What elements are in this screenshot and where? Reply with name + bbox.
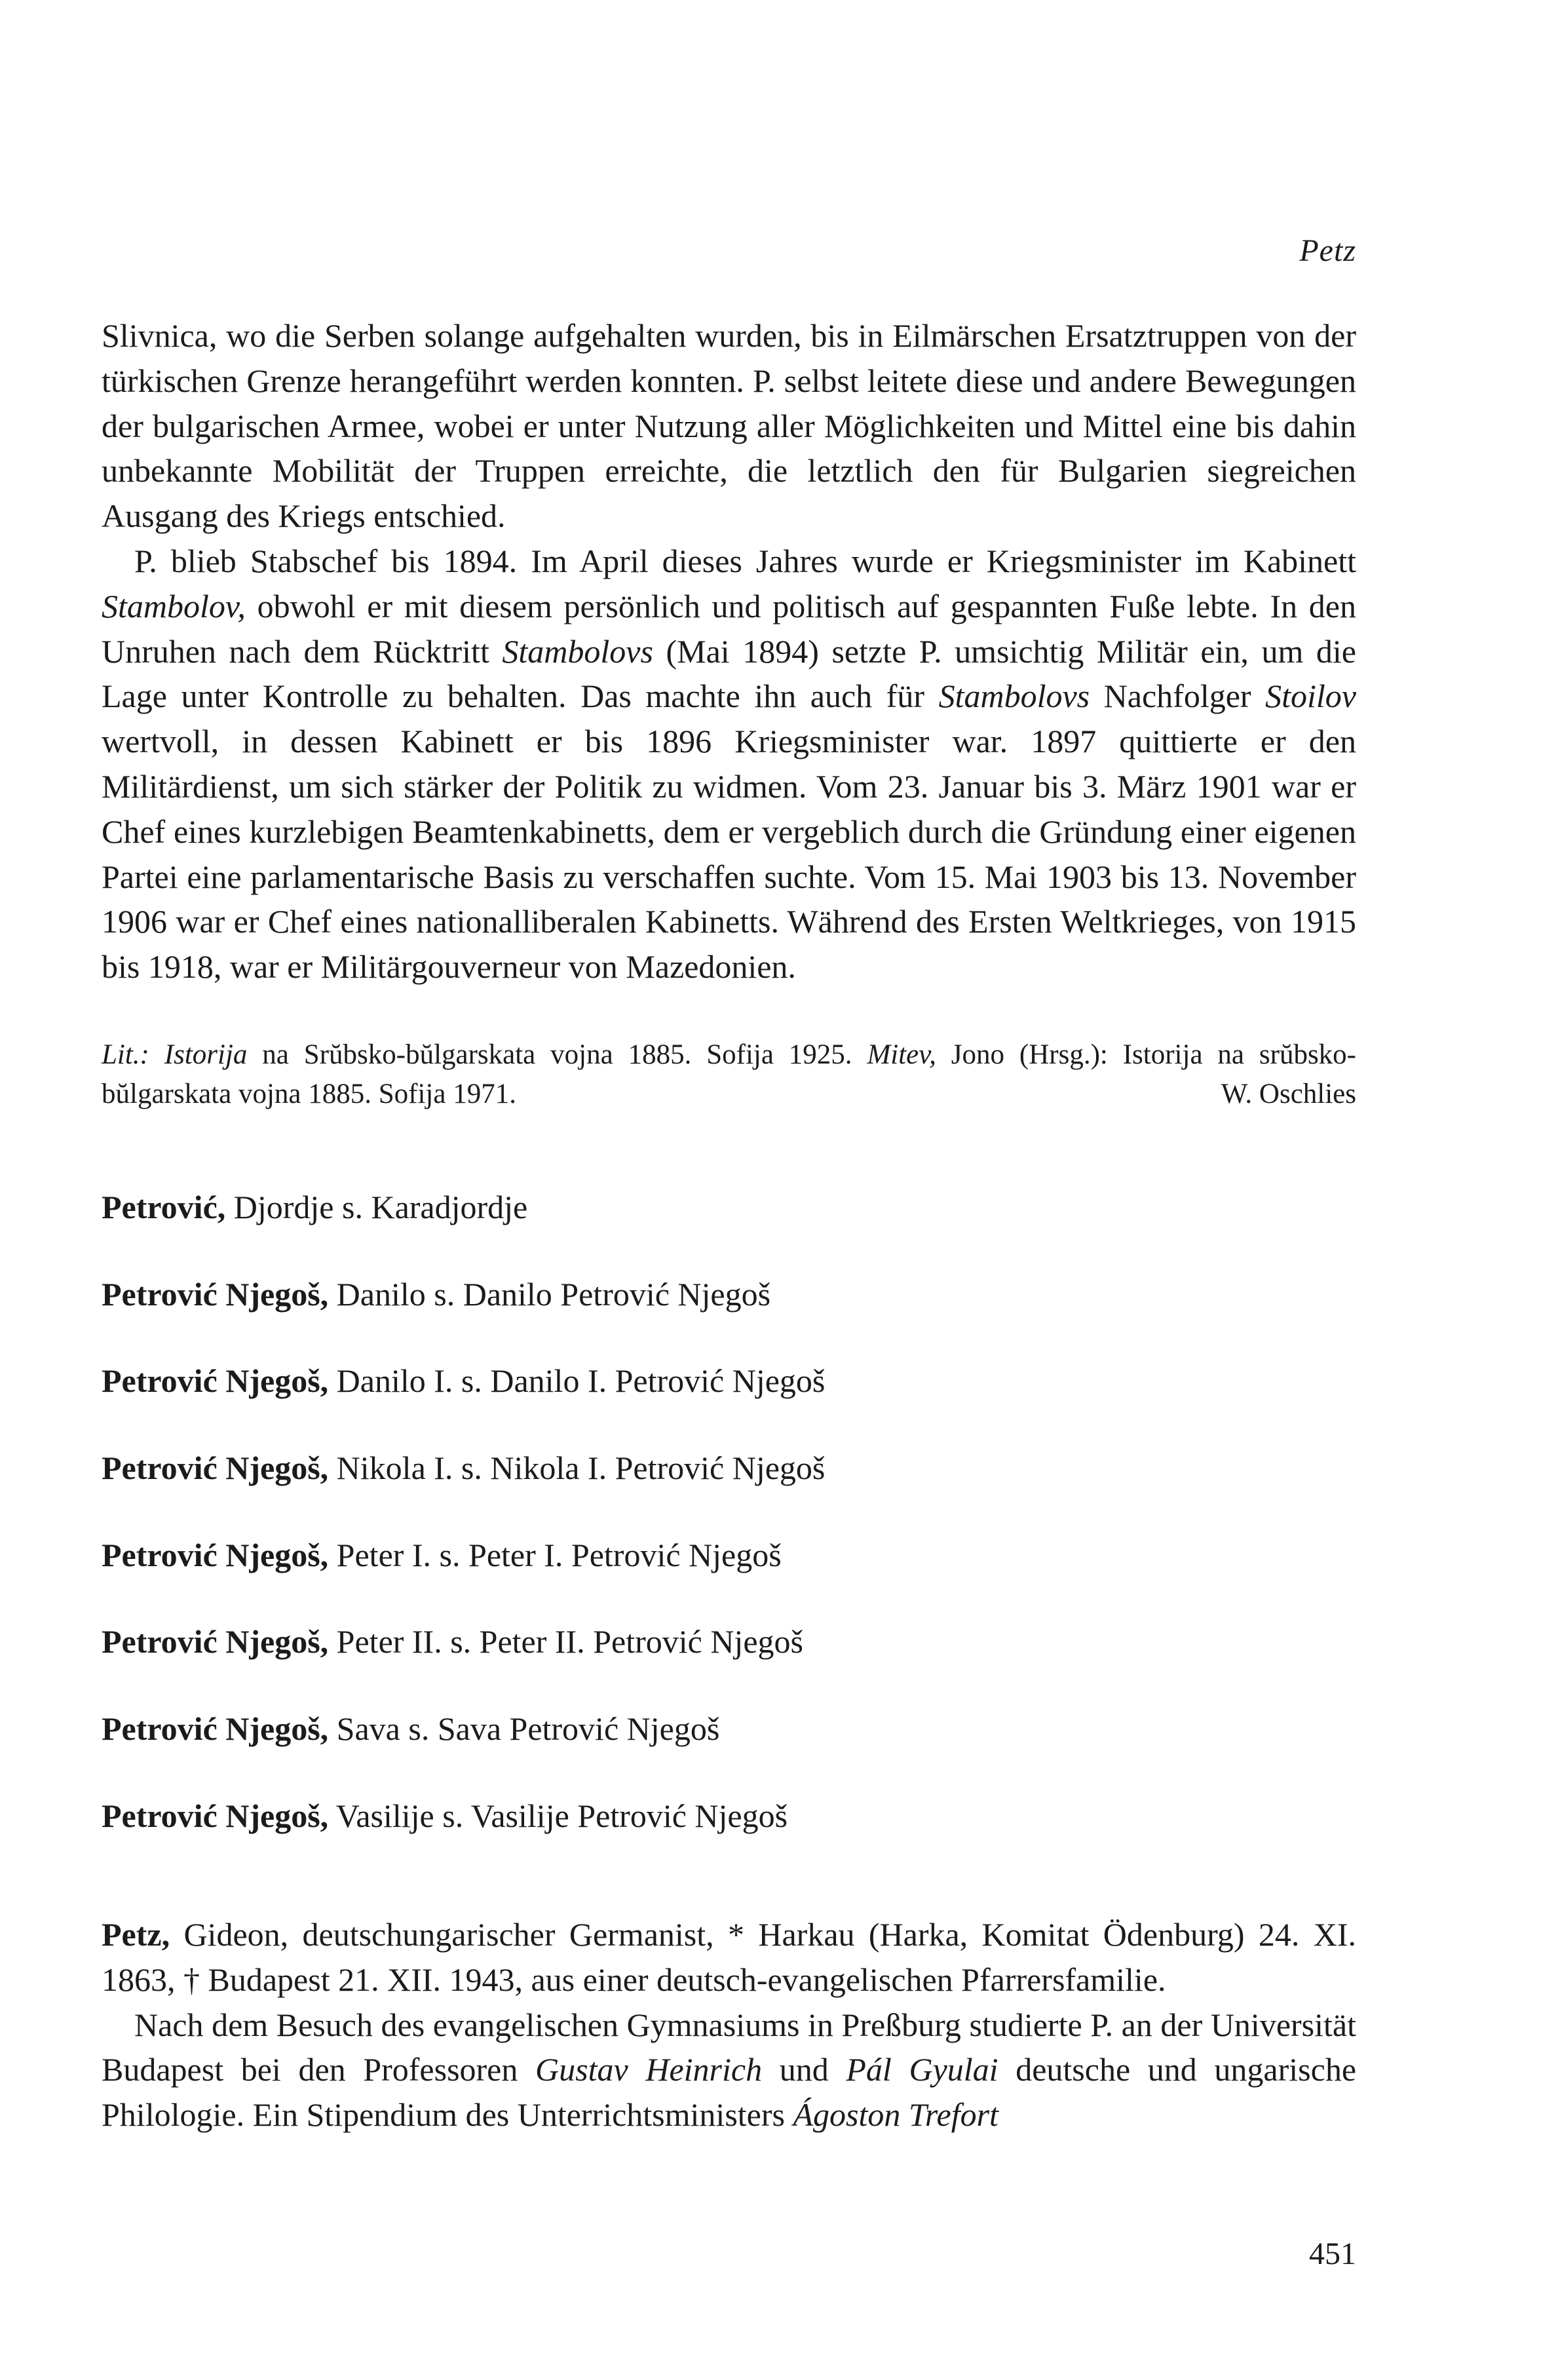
cross-reference-list [102, 1185, 1356, 1881]
cross-reference: Petrović Njegoš, Sava s. Sava Petrović Njegoš [102, 1710, 720, 1748]
article-author: W. Oschlies [1221, 1079, 1356, 1109]
cross-reference: Petrović Njegoš, Peter I. s. Peter I. Petrović Njegoš [102, 1536, 782, 1573]
literature-note: Lit.: Istorija na Srŭbsko-bŭlgarskata vojna 1885. Sofija 1925. Mitev, Jono (Hrsg.): Istorija na srŭbsko-bŭlgarskata vojna 1885. Sofija 1971. W. Oschlies [102, 1035, 1356, 1114]
article-continuation [102, 313, 1356, 989]
cross-reference: Petrović Njegoš, Danilo I. s. Danilo I. Petrović Njegoš [102, 1362, 826, 1400]
paragraph: Slivnica, wo die Serben solange aufgehalten wurden, bis in Eilmärschen Ersatztruppen von der türkischen Grenze herangeführt werden konnten. P. selbst leitete diese und andere Bewegungen der bulgarischen Armee, wobei er unter Nutzung aller Möglichkeiten und Mittel eine bis dahin unbekannte Mobilität der Truppen erreichte, die letztlich den für Bulgarien siegreichen Ausgang des Kriegs entschied. [102, 317, 1356, 535]
entry-headword: Petz, [102, 1916, 170, 1953]
paragraph: Nach dem Besuch des evangelischen Gymnasiums in Preßburg studierte P. an der Universität Budapest bei den Professoren Gustav Heinrich und Pál Gyulai deutsche und ungarische Philologie. Ein Stipendium des Unterrichtsministers Ágoston Trefort [102, 2006, 1357, 2134]
cross-reference: Petrović, Djordje s. Karadjordje [102, 1189, 528, 1225]
cross-reference: Petrović Njegoš, Peter II. s. Peter II. Petrović Njegoš [102, 1623, 803, 1660]
entry-intro: Petz, Gideon, deutschungarischer Germanist, * Harkau (Harka, Komitat Ödenburg) 24. XI. 1863, † Budapest 21. XII. 1943, aus einer deutsch-evangelischen Pfarrersfamilie. [102, 1916, 1356, 1998]
book-page [102, 0, 1356, 2380]
cross-reference: Petrović Njegoš, Vasilije s. Vasilije Petrović Njegoš [102, 1797, 788, 1834]
entry-petz [102, 1912, 1356, 2138]
paragraph: P. blieb Stabschef bis 1894. Im April dieses Jahres wurde er Kriegsminister im Kabinett Stambolov, obwohl er mit diesem persönlich und politisch auf gespannten Fuße lebte. In den Unruhen nach dem Rücktritt Stambolovs (Mai 1894) setzte P. umsichtig Militär ein, um die Lage unter Kontrolle zu behalten. Das machte ihn auch für Stambolovs Nachfolger Stoilov wertvoll, in dessen Kabinett er bis 1896 Kriegsminister war. 1897 quittierte er den Militärdienst, um sich stärker der Politik zu widmen. Vom 23. Januar bis 3. März 1901 war er Chef eines kurzlebigen Beamtenkabinetts, dem er vergeblich durch die Gründung einer eigenen Partei eine parlamentarische Basis zu verschaffen suchte. Vom 15. Mai 1903 bis 13. November 1906 war er Chef eines nationalliberalen Kabinetts. Während des Ersten Weltkrieges, von 1915 bis 1918, war er Militärgouverneur von Mazedonien. [102, 542, 1356, 986]
literature-label: Lit.: [102, 1039, 149, 1070]
page-number: 451 [1309, 2236, 1356, 2271]
running-head: Petz [1299, 233, 1356, 268]
cross-reference: Petrović Njegoš, Nikola I. s. Nikola I. Petrović Njegoš [102, 1449, 826, 1487]
cross-reference: Petrović Njegoš, Danilo s. Danilo Petrović Njegoš [102, 1275, 771, 1313]
